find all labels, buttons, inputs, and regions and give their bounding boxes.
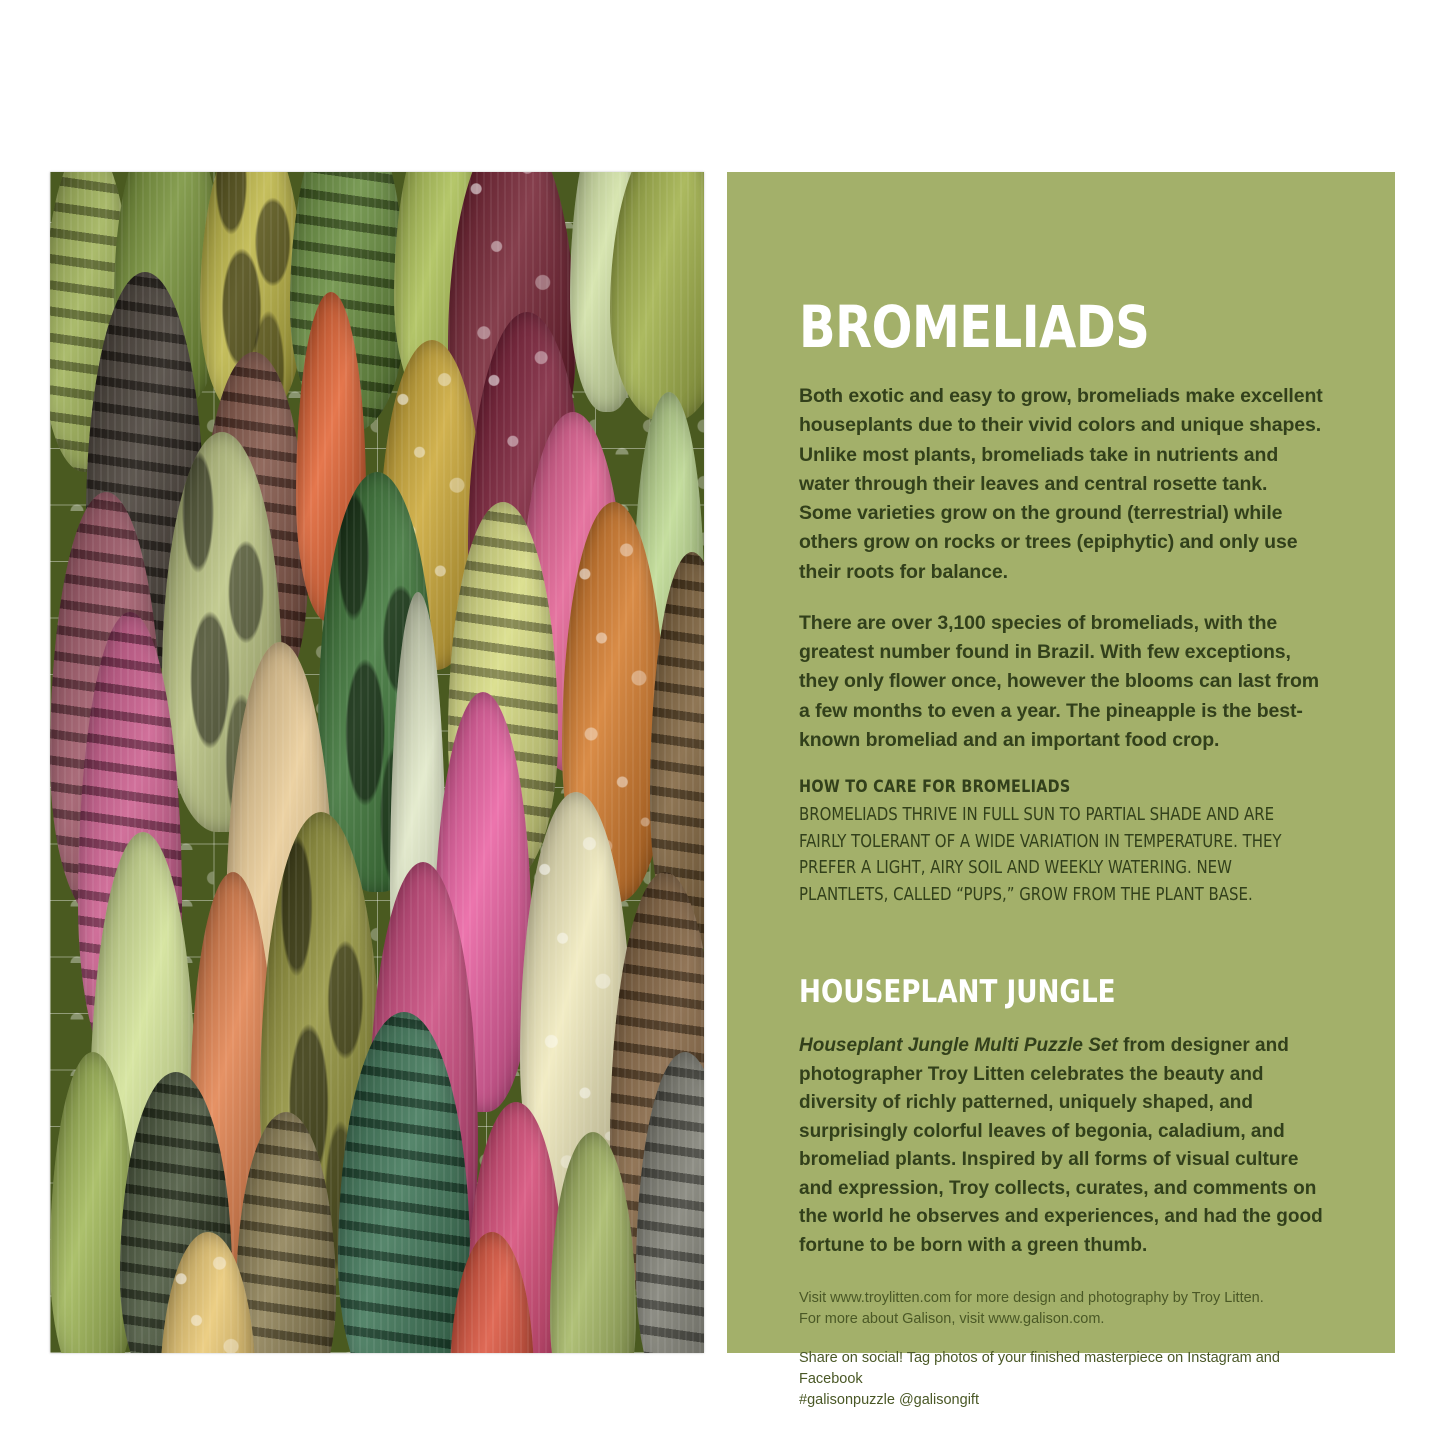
credit-line-1: Visit www.troylitten.com for more design and photography by Troy Litten. <box>799 1290 1264 1307</box>
leaf-shape <box>610 172 704 422</box>
series-body-text: from designer and photographer Troy Litten celebrates the beauty and diversity of richly patterned, uniquely shaped, and surprisingly colorful leaves of begonia, caladium, and bromeliad plants. Inspired by all forms of visual culture and expression, Troy collects, curates, and comments on the world he observes and experiences, and had the good fortune to be born with a green thumb. <box>799 1035 1323 1256</box>
series-body <box>799 1032 1323 1260</box>
series-heading: HOUSEPLANT JUNGLE <box>799 974 1116 1011</box>
care-heading: HOW TO CARE FOR BROMELIADS <box>799 777 1071 797</box>
social-block <box>799 1348 1323 1411</box>
care-body: BROMELIADS THRIVE IN FULL SUN TO PARTIAL SHADE AND ARE FAIRLY TOLERANT OF A WIDE VARIATION IN TEMPERATURE. THEY PREFER A LIGHT, AIRY SOIL AND WEEKLY WATERING. NEW PLANTLETS, CALLED “PUPS,” GROW FROM THE PLANT BASE. <box>799 805 1282 905</box>
intro-paragraph-2: There are over 3,100 species of bromeliads, with the greatest number found in Brazil. With few exceptions, they only flower once, however the blooms can last from a few months to even a year. The pineapple is the best-known bromeliad and an important food crop. <box>799 611 1320 751</box>
puzzle-image <box>50 172 704 1353</box>
intro-paragraph-1: Both exotic and easy to grow, bromeliads make excellent houseplants due to their vivid colors and unique shapes. Unlike most plants, bromeliads take in nutrients and water through their leaves and central rosette tank. Some varieties grow on the ground (terrestrial) while others grow on rocks or trees (epiphytic) and only use their roots for balance. <box>799 385 1323 583</box>
page-title: BROMELIADS <box>799 293 1150 361</box>
credit-block <box>799 1288 1323 1330</box>
bromeliad-leaf-artwork <box>50 172 704 1353</box>
social-line-2: #galisonpuzzle @galisongift <box>799 1392 979 1409</box>
series-title-italic: Houseplant Jungle Multi Puzzle Set <box>799 1035 1118 1057</box>
credit-line-2: For more about Galison, visit www.galison.com. <box>799 1311 1105 1328</box>
social-line-1: Share on social! Tag photos of your finished masterpiece on Instagram and Facebook <box>799 1350 1280 1388</box>
info-card <box>727 172 1395 1409</box>
